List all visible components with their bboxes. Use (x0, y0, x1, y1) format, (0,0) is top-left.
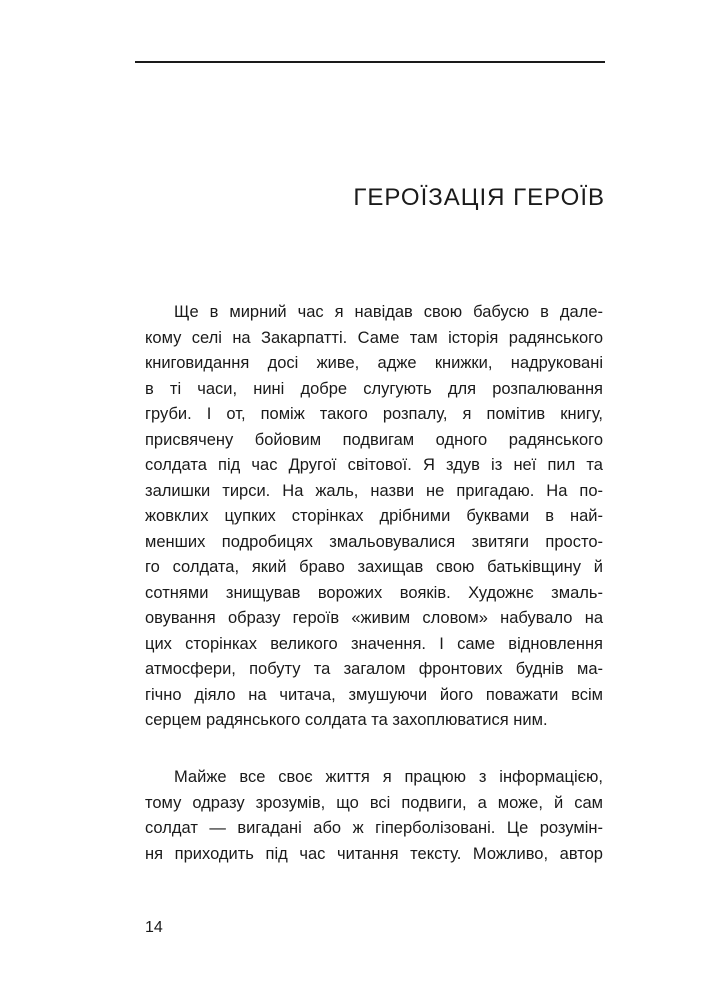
text-line: го солдата, який браво захищав свою батьківщину й (145, 558, 603, 576)
paragraph-2 (145, 765, 603, 867)
text-line: книговидання досі живе, адже книжки, надруковані (145, 354, 603, 372)
text-line: менших подробицях змальовувалися звитяги просто- (145, 532, 603, 551)
text-line: жовклих цупких сторінках дрібними буквами в най- (145, 507, 603, 525)
text-line: Ще в мирний час я навідав свою бабусю в дале- (174, 303, 603, 321)
text-line: солдата під час Другої світової. Я здув із неї пил та (145, 456, 603, 474)
text-line: цих сторінках великого значення. І саме відновлення (145, 634, 603, 653)
text-line: серцем радянського солдата та захоплюватися ним. (145, 711, 548, 729)
text-line: ня приходить під час читання тексту. Можливо, автор (145, 844, 603, 863)
page-number: 14 (145, 919, 163, 936)
paragraph-1 (145, 300, 603, 734)
text-line: в ті часи, нині добре слугують для розпалювання (145, 379, 603, 398)
text-line: солдат — вигадані або ж гіперболізовані. Це розумін- (145, 819, 603, 837)
text-line: присвячену бойовим подвигам одного радянського (145, 430, 603, 449)
header-rule (135, 61, 605, 63)
text-line: сотнями знищував ворожих вояків. Художнє змаль- (145, 583, 603, 602)
text-line: гічно діяло на читача, змушуючи його поважати всім (145, 685, 603, 704)
text-line: груби. І от, поміж такого розпалу, я помітив книгу, (145, 405, 603, 423)
text-line: Майже все своє життя я працюю з інформацією, (174, 768, 603, 786)
text-line: овування образу героїв «живим словом» набувало на (145, 609, 603, 627)
text-line: кому селі на Закарпатті. Саме там історія радянського (145, 328, 603, 347)
chapter-title: ГЕРОЇЗАЦІЯ ГЕРОЇВ (353, 184, 605, 212)
text-line: атмосфери, побуту та загалом фронтових буднів ма- (145, 660, 603, 678)
text-line: залишки тирси. На жаль, назви не пригадаю. На по- (145, 481, 603, 500)
text-line: тому одразу зрозумів, що всі подвиги, а може, й сам (145, 793, 603, 812)
